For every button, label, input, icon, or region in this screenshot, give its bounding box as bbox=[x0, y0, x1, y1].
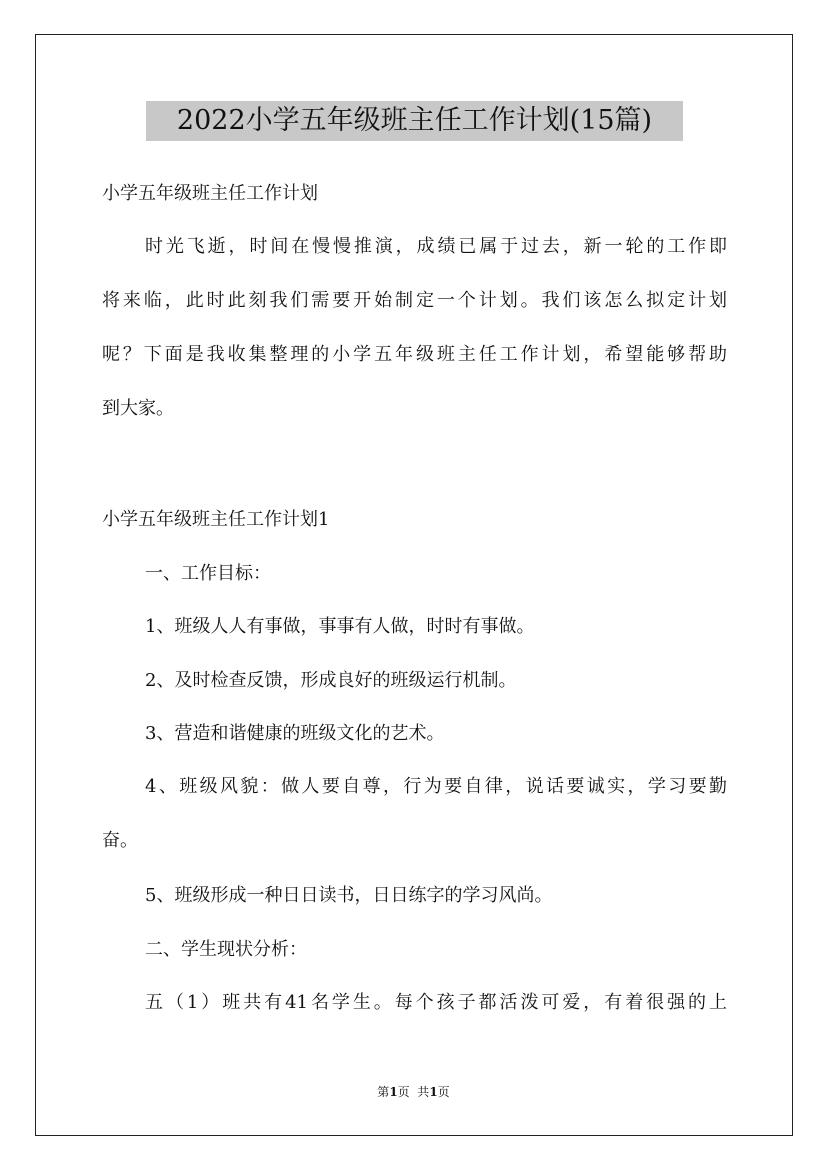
goal-item: 1、班级人人有事做，事事有人做，时时有事做。 bbox=[145, 616, 535, 637]
intro-line: 将来临，此时此刻我们需要开始制定一个计划。我们该怎么拟定计划 bbox=[102, 290, 727, 311]
analysis-heading: 二、学生现状分析： bbox=[145, 939, 307, 960]
footer-suffix: 页 bbox=[437, 1085, 450, 1099]
document-subtitle: 小学五年级班主任工作计划 bbox=[102, 183, 318, 204]
section-heading: 小学五年级班主任工作计划1 bbox=[102, 509, 330, 530]
goal-line: 奋。 bbox=[102, 830, 138, 851]
goal-item: 3、营造和谐健康的班级文化的艺术。 bbox=[145, 723, 445, 744]
footer-page-total: 1 bbox=[429, 1085, 438, 1099]
footer-prefix: 第 bbox=[377, 1085, 390, 1099]
footer-page-number: 1 bbox=[389, 1085, 398, 1099]
intro-line: 时光飞逝，时间在慢慢推演，成绩已属于过去，新一轮的工作即 bbox=[145, 236, 727, 257]
analysis-line: 五（1）班共有41名学生。每个孩子都活泼可爱，有着很强的上 bbox=[145, 992, 727, 1013]
footer-mid: 页 共 bbox=[397, 1085, 430, 1099]
analysis-paragraph bbox=[102, 990, 727, 1044]
goal-item: 5、班级形成一种日日读书，日日练字的学习风尚。 bbox=[145, 885, 553, 906]
goal-item-4 bbox=[102, 774, 727, 882]
document-title: 2022小学五年级班主任工作计划(15篇) bbox=[146, 101, 683, 141]
goal-item: 2、及时检查反馈，形成良好的班级运行机制。 bbox=[145, 670, 517, 691]
intro-line: 到大家。 bbox=[102, 398, 174, 419]
page-footer bbox=[0, 1083, 827, 1100]
goal-line: 4、班级风貌：做人要自尊，行为要自律，说话要诚实，学习要勤 bbox=[145, 776, 727, 797]
intro-line: 呢？下面是我收集整理的小学五年级班主任工作计划，希望能够帮助 bbox=[102, 344, 727, 365]
goals-heading: 一、工作目标： bbox=[145, 563, 271, 584]
intro-paragraph bbox=[102, 234, 727, 450]
